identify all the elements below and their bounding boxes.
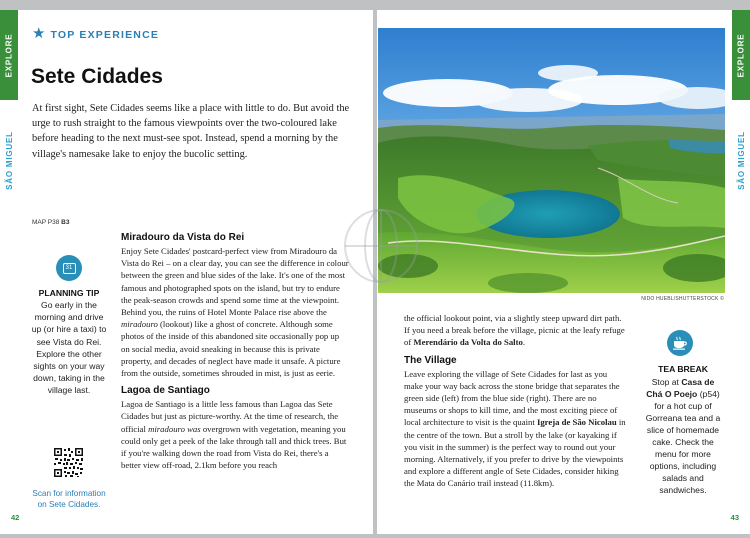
island-tab-label: SÃO MIGUEL bbox=[4, 130, 14, 190]
island-tab-label: SÃO MIGUEL bbox=[736, 130, 746, 190]
text-run: in the centre of the town. But a stroll by the lake (or kayaking if you visit in the summer) is the perfect way to round out your morning. Alternatively, if you prefer to drive by the viewpoints and explore a different angle of Sete Cidades, consider hiking the Mata do Canário trail instead (11.8km). bbox=[404, 417, 626, 489]
section-text-village bbox=[404, 368, 628, 490]
section-tab-label: EXPLORE bbox=[736, 33, 746, 77]
bold-run: Merendário da Volta do Salto bbox=[413, 337, 523, 348]
section-text-lagoa-santiago bbox=[121, 398, 349, 471]
text-run: Lagoa de Santiago is a little less famous than Lagoa das Sete Cidades but just as picture-worthy. At the time of research, the official bbox=[121, 399, 339, 434]
text-run: . bbox=[522, 337, 526, 348]
intro-paragraph: At first sight, Sete Cidades seems like a place with little to do. But avoid the urge to rush straight to the famous viewpoints over the two-coloured lake before heading to the next must-see spot. Instead, spend a morning by the village's namesake lake to enjoy the bucolic setting. bbox=[32, 103, 350, 160]
tea-break-body bbox=[643, 376, 723, 496]
page-title: Sete Cidades bbox=[31, 65, 163, 88]
section-heading-village: The Village bbox=[404, 354, 457, 366]
lake-landscape-photo bbox=[378, 28, 725, 293]
photo-credit: NIDO HUEBL/SHUTTERSTOCK © bbox=[641, 296, 724, 302]
map-reference bbox=[32, 219, 69, 226]
tea-cup-icon bbox=[667, 330, 693, 356]
island-tab[interactable] bbox=[732, 100, 750, 220]
kicker-label: TOP EXPERIENCE bbox=[50, 28, 160, 41]
tea-break-heading: TEA BREAK bbox=[658, 364, 708, 374]
planning-tip-body: Go early in the morning and drive up (or hire a taxi) to see Vista do Rei. Explore the other sights on your way down, taking in the village last. bbox=[31, 300, 107, 396]
right-column bbox=[404, 312, 628, 490]
section-tab-label: EXPLORE bbox=[4, 33, 14, 77]
section-tab[interactable] bbox=[0, 10, 18, 100]
map-reference-label: MAP P38 bbox=[32, 219, 60, 226]
text-run: Enjoy Sete Cidades' postcard-perfect view from Miradouro da Vista do Rei – on a clear day, you can see the difference in colour between the green and blue sides of the lake. It's one of the most famous and photographed spots on the island, but try to endure the peak-season crowds and spend some time at the viewpoint. Behind you, the ruins of Hotel Monte Palace rise above the bbox=[121, 246, 349, 318]
text-run: Stop at bbox=[651, 377, 682, 387]
star-icon: ★ bbox=[32, 26, 46, 42]
qr-caption: Scan for information on Sete Cidades. bbox=[32, 489, 106, 509]
text-run: Leave exploring the village of Sete Cidades for last as you make your way back across the stone bridge that separates the green side (left) from the blue side (right). There are no museums or shops to kill time, and the most exciting piece of local architecture to visit is the quaint bbox=[404, 368, 620, 428]
page-number: 42 bbox=[11, 513, 20, 522]
continued-paragraph bbox=[404, 312, 628, 349]
text-run: (p54) for a hot cup of Gorreana tea and a slice of homemade cake. Check the menu for more options, including salads and sandwiches. bbox=[645, 389, 721, 495]
planning-tip-heading: PLANNING TIP bbox=[38, 288, 100, 298]
section-text-vista-do-rei bbox=[121, 245, 349, 379]
left-page bbox=[0, 10, 373, 534]
tea-cup-glyph bbox=[672, 336, 688, 350]
emphasis-run: miradouro bbox=[121, 319, 158, 330]
bold-run: Igreja de São Nicolau bbox=[536, 417, 617, 428]
right-page bbox=[377, 10, 750, 534]
qr-code[interactable] bbox=[53, 447, 84, 478]
calendar-icon-number: 31 bbox=[63, 263, 76, 274]
island-tab[interactable] bbox=[0, 100, 18, 220]
calendar-icon bbox=[56, 255, 82, 281]
text-run: (lookout) like a ghost of concrete. Although some photos of the inside of this abandoned site occasionally pop up on social media, avoid sneaking in because this is private property, and decades of neglect have made it unsafe. A picture from the outside, sometimes shrouded in mist, is just as eerie. bbox=[121, 319, 341, 379]
section-heading-lagoa-santiago: Lagoa de Santiago bbox=[121, 385, 210, 397]
text-run: overgrown with vegetation, meaning you could only get a peek of the lake through tall and thick trees. But if you're walking down the road from Vista do Rei, there's a better view off-road, 2.1km before you reach bbox=[121, 423, 347, 471]
section-heading-vista-do-rei: Miradouro da Vista do Rei bbox=[121, 232, 245, 243]
section-tab[interactable] bbox=[732, 10, 750, 100]
bold-run: Casa de Chá O Poejo bbox=[646, 377, 715, 399]
text-run: the official lookout point, via a slightly steep upward dirt path. If you need a break before the village, picnic at the leafy refuge of bbox=[404, 313, 625, 348]
page-number: 43 bbox=[730, 513, 739, 522]
left-column bbox=[121, 232, 349, 471]
top-experience-kicker bbox=[32, 27, 159, 42]
map-reference-grid: B3 bbox=[61, 219, 70, 226]
emphasis-run: miradouro was bbox=[148, 423, 201, 434]
